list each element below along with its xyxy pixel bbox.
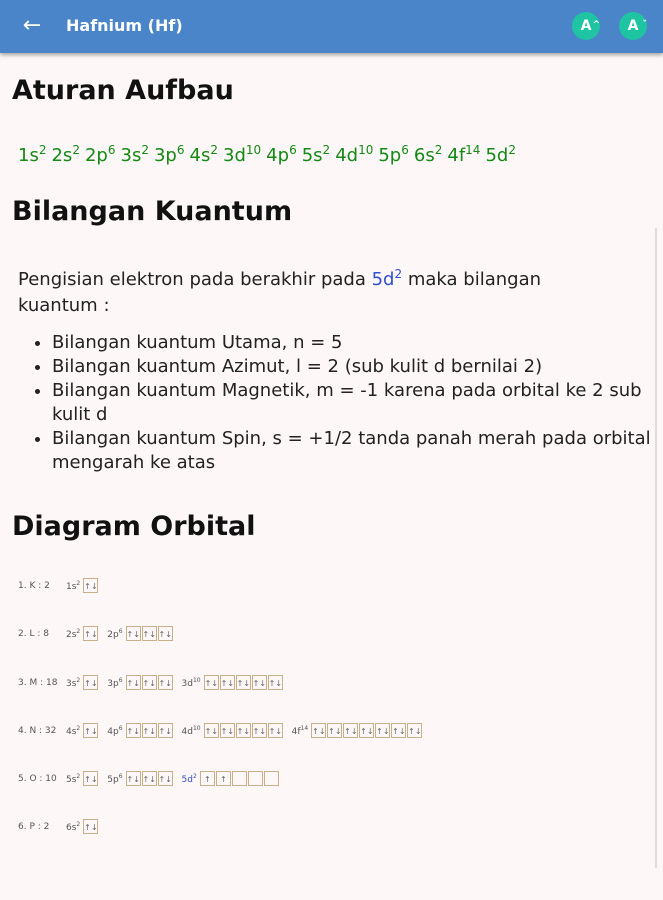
subshell-label: $4d^{10}$: [181, 724, 201, 737]
section-title-kuantum: Bilangan Kuantum: [12, 196, 293, 227]
config-term: $4d^{10}$: [335, 143, 374, 166]
app-bar: [0, 0, 663, 53]
list-item: • Bilangan kuantum Spin, s = +1/2 tanda panah merah pada orbital mengarah ke atas: [52, 427, 652, 475]
orbital-box: ↑↓: [236, 675, 251, 690]
orbital-box: ↑↓: [83, 771, 98, 786]
subshell-group: [107, 723, 173, 738]
orbital-box: ↑↓: [204, 723, 219, 738]
orbital-box: ↑↓: [126, 771, 141, 786]
orbital-box: ↑↓: [268, 723, 283, 738]
subshell-group: [66, 819, 99, 834]
config-term: $2s^2$: [51, 143, 80, 166]
orbital-box: ↑↓: [327, 723, 342, 738]
orbital-box: ↑↓: [142, 771, 157, 786]
kuantum-list: [30, 331, 652, 475]
page-title: Hafnium (Hf): [66, 16, 183, 35]
orbital-box: ↑↓: [142, 675, 157, 690]
orbital-box: ↑↓: [268, 675, 283, 690]
scrollbar[interactable]: [655, 228, 657, 868]
subshell-label: $3p^6$: [107, 676, 123, 689]
orbital-box: ↑: [216, 771, 231, 786]
list-item: • Bilangan kuantum Magnetik, m = -1 karena pada orbital ke 2 sub kulit d: [52, 379, 652, 427]
subshell-label: $4s^2$: [66, 724, 81, 737]
orbital-box: ↑↓: [126, 723, 141, 738]
orbital-box: ↑↓: [359, 723, 374, 738]
shell-label: 2. L : 8: [18, 628, 49, 639]
orbital-box: ↑↓: [236, 723, 251, 738]
orbital-row: [18, 723, 431, 743]
orbital-box: ↑↓: [83, 578, 98, 593]
shell-label: 6. P : 2: [18, 821, 50, 832]
highlight-subshell: $5d^2$: [371, 267, 403, 290]
orbital-box: ↑↓: [252, 723, 267, 738]
orbital-box: ↑↓: [158, 626, 173, 641]
config-term: $3s^2$: [120, 143, 149, 166]
subshell-label: $4f^{14}$: [291, 724, 309, 737]
subshell-group: [107, 626, 173, 641]
config-term: $1s^2$: [18, 143, 47, 166]
orbital-box: ↑↓: [83, 626, 98, 641]
orbital-row: [18, 626, 182, 646]
subshell-group: [66, 723, 99, 738]
font-increase-button[interactable]: A ^: [572, 12, 600, 40]
config-term: $5s^2$: [301, 143, 331, 166]
subshell-group: [182, 675, 284, 690]
orbital-box: ↑↓: [391, 723, 406, 738]
shell-label: 5. O : 10: [18, 773, 57, 784]
orbital-box: ↑↓: [142, 723, 157, 738]
list-item: • Bilangan kuantum Utama, n = 5: [52, 331, 652, 355]
orbital-box: ↑↓: [158, 723, 173, 738]
arrow-left-icon[interactable]: ←: [22, 13, 42, 38]
caret-up-icon: ^: [592, 20, 600, 30]
subshell-label: $5d^2$: [181, 772, 197, 785]
subshell-group: [66, 675, 99, 690]
shell-label: 3. M : 18: [18, 677, 58, 688]
subshell-label: $4p^6$: [107, 724, 123, 737]
config-term: $5d^2$: [485, 143, 516, 166]
subshell-group: [107, 771, 173, 786]
subshell-group: [66, 626, 99, 641]
subshell-group: [182, 771, 280, 786]
subshell-label: $6s^2$: [66, 820, 81, 833]
orbital-box: ↑↓: [142, 626, 157, 641]
subshell-label: $3d^{10}$: [181, 676, 201, 689]
orbital-box: ↑↓: [220, 723, 235, 738]
orbital-box: ↑: [200, 771, 215, 786]
subshell-label: $2s^2$: [66, 627, 81, 640]
subshell-label: $5p^6$: [107, 772, 123, 785]
config-term: $5p^6$: [378, 143, 409, 166]
subshell-group: [107, 675, 173, 690]
subshell-label: $2p^6$: [107, 627, 123, 640]
paragraph-text: Pengisian elektron pada berakhir pada: [18, 269, 372, 290]
font-decrease-button[interactable]: A ˇ: [619, 12, 647, 40]
subshell-label: $3s^2$: [66, 676, 81, 689]
orbital-box: ↑↓: [252, 675, 267, 690]
orbital-box: ↑↓: [126, 626, 141, 641]
paragraph-text-end: maka bilangan kuantum :: [18, 269, 542, 316]
orbital-box: ↑↓: [83, 723, 98, 738]
config-term: $4p^6$: [266, 143, 297, 166]
orbital-box: ↑↓: [407, 723, 422, 738]
orbital-box: [232, 771, 247, 786]
orbital-box: ↑↓: [158, 675, 173, 690]
orbital-row: [18, 578, 107, 598]
list-item: • Bilangan kuantum Azimut, l = 2 (sub kulit d bernilai 2): [52, 355, 652, 379]
config-term: $2p^6$: [84, 143, 116, 166]
orbital-box: ↑↓: [83, 819, 98, 834]
subshell-group: [66, 578, 99, 593]
subshell-label: $5s^2$: [66, 772, 81, 785]
caret-down-icon: ˇ: [642, 20, 647, 30]
orbital-box: ↑↓: [158, 771, 173, 786]
electron-configuration: [18, 143, 521, 166]
orbital-row: [18, 675, 292, 695]
orbital-box: [264, 771, 279, 786]
orbital-box: ↑↓: [204, 675, 219, 690]
section-title-orbital: Diagram Orbital: [12, 511, 256, 542]
subshell-group: [182, 723, 284, 738]
shell-label: 1. K : 2: [18, 580, 50, 591]
orbital-box: ↑↓: [375, 723, 390, 738]
orbital-box: ↑↓: [83, 675, 98, 690]
config-term: $6s^2$: [413, 143, 443, 166]
orbital-box: [248, 771, 263, 786]
orbital-row: [18, 819, 107, 839]
scroll-content[interactable]: [0, 53, 663, 900]
orbital-box: ↑↓: [220, 675, 235, 690]
config-term: $4s^2$: [189, 143, 218, 166]
kuantum-paragraph: [18, 261, 618, 319]
config-term: $3p^6$: [153, 143, 185, 166]
section-title-aufbau: Aturan Aufbau: [12, 75, 234, 106]
shell-label: 4. N : 32: [18, 725, 57, 736]
config-term: $3d^{10}$: [223, 143, 262, 166]
orbital-box: ↑↓: [311, 723, 326, 738]
subshell-label: $1s^2$: [66, 579, 81, 592]
subshell-group: [292, 723, 424, 738]
orbital-row: [18, 771, 288, 791]
subshell-group: [66, 771, 99, 786]
config-term: $4f^{14}$: [447, 143, 481, 166]
orbital-box: ↑↓: [126, 675, 141, 690]
orbital-box: ↑↓: [343, 723, 358, 738]
